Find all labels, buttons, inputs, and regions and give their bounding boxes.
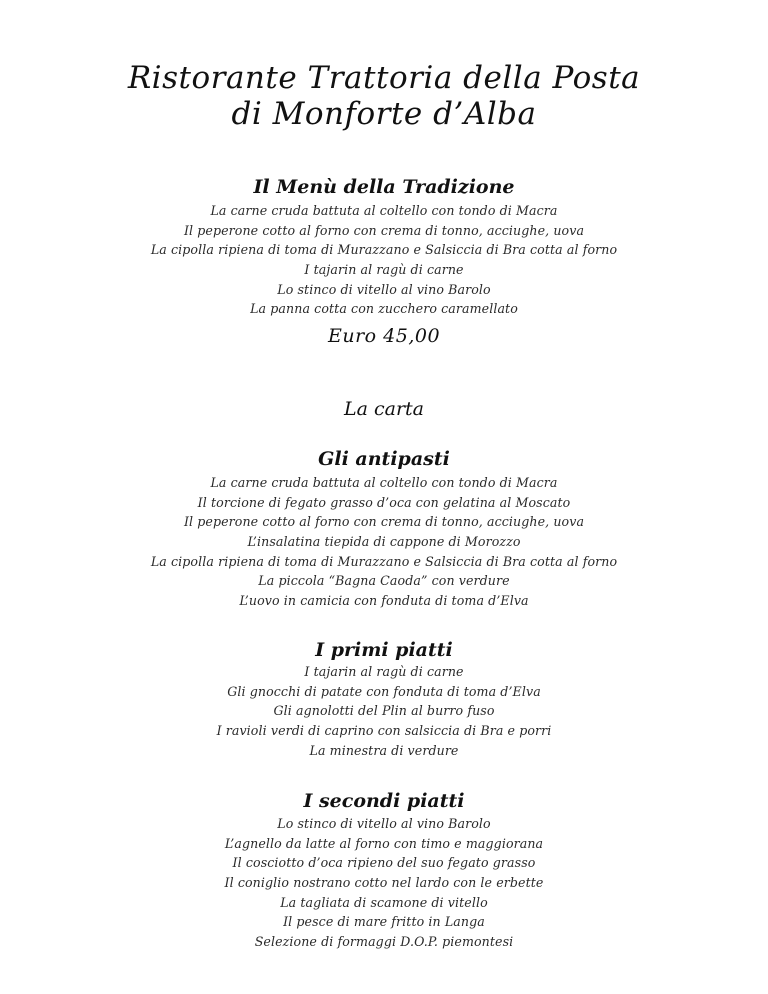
restaurant-name-line2: di Monforte d’Alba	[231, 96, 537, 132]
list-item: I ravioli verdi di caprino con salsiccia di Bra e porri	[216, 723, 552, 739]
list-item: Lo stinco di vitello al vino Barolo	[277, 281, 491, 297]
list-item: Il peperone cotto al forno con crema di tonno, acciughe, uova	[183, 222, 585, 238]
tradition-menu-list	[0, 201, 768, 319]
tradition-menu-price: Euro 45,00	[327, 325, 441, 347]
list-item: Il pesce di mare fritto in Langa	[283, 914, 485, 930]
primi-piatti-list	[0, 662, 768, 760]
secondi-piatti-list	[0, 814, 768, 952]
list-item: L’agnello da latte al forno con timo e maggiorana	[224, 835, 544, 851]
list-item: Lo stinco di vitello al vino Barolo	[277, 816, 491, 831]
list-item: Il coniglio nostrano cotto nel lardo con le erbette	[224, 875, 544, 891]
list-item: I tajarin al ragù di carne	[304, 664, 464, 679]
list-item: La minestra di verdure	[309, 742, 459, 758]
list-item: Il torcione di fegato grasso d’oca con gelatina al Moscato	[197, 494, 571, 510]
tradition-menu-title: Il Menù della Tradizione	[253, 176, 515, 198]
list-item: L’uovo in camicia con fonduta di toma d’Elva	[239, 593, 529, 609]
list-item: Gli gnocchi di patate con fonduta di toma d’Elva	[227, 683, 541, 699]
list-item: Il cosciotto d’oca ripieno del suo fegato grasso	[232, 855, 536, 871]
secondi-piatti-title: I secondi piatti	[303, 790, 465, 812]
antipasti-title: Gli antipasti	[318, 448, 450, 470]
list-item: L’insalatina tiepida di cappone di Morozzo	[247, 534, 521, 550]
carta-title: La carta	[344, 398, 424, 420]
antipasti-list	[0, 473, 768, 611]
list-item: La cipolla ripiena di toma di Murazzano e Salsiccia di Bra cotta al forno	[150, 553, 618, 569]
primi-piatti-title: I primi piatti	[315, 639, 453, 661]
list-item: La panna cotta con zucchero caramellato	[250, 301, 518, 317]
list-item: Il peperone cotto al forno con crema di tonno, acciughe, uova	[183, 514, 585, 530]
restaurant-name-line1: Ristorante Trattoria della Posta	[127, 60, 641, 96]
list-item: I tajarin al ragù di carne	[304, 262, 464, 278]
list-item: La carne cruda battuta al coltello con tondo di Macra	[210, 475, 558, 490]
list-item: La tagliata di scamone di vitello	[280, 894, 488, 910]
list-item: La carne cruda battuta al coltello con tondo di Macra	[210, 203, 558, 218]
list-item: Gli agnolotti del Plin al burro fuso	[273, 703, 495, 719]
list-item: La cipolla ripiena di toma di Murazzano e Salsiccia di Bra cotta al forno	[150, 242, 618, 258]
list-item: La piccola “Bagna Caoda” con verdure	[258, 573, 510, 589]
list-item: Selezione di formaggi D.O.P. piemontesi	[254, 934, 514, 950]
